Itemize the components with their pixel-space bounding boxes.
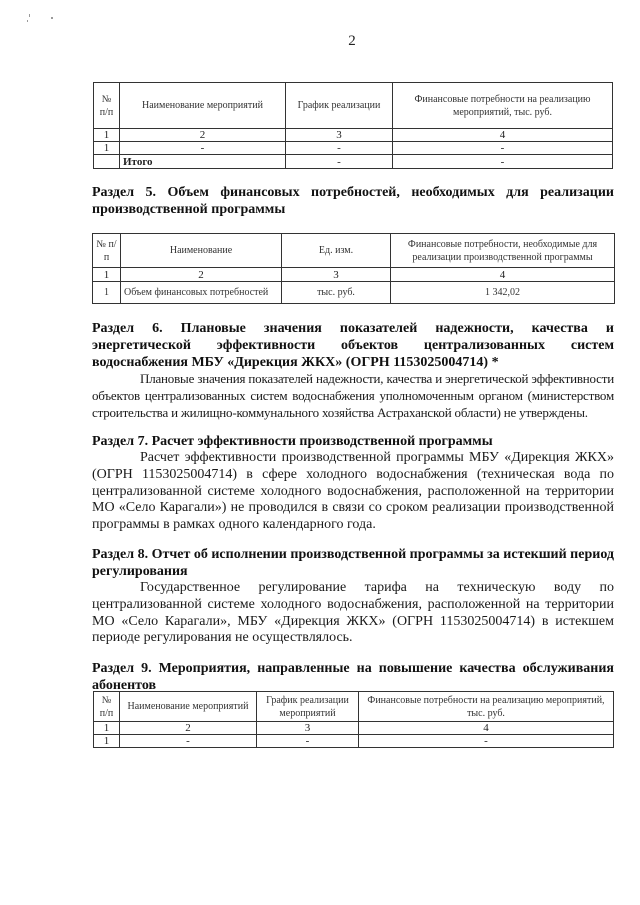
table-cell: - bbox=[286, 142, 393, 155]
section-7-body: Расчет эффективности производственной программы МБУ «Дирекция ЖКХ» (ОГРН 1153025004714) в сфере холодного водоснабжения (техническая вода по централизованной системе холодного водоснабжения, расположенной на территории МО «Село Карагали») не проводился в связи со сроком реализации производственной программы в рамках одного календарного года. bbox=[92, 450, 614, 533]
column-number-cell: 3 bbox=[286, 129, 393, 142]
scan-speck bbox=[51, 17, 53, 19]
activities-table bbox=[93, 82, 613, 169]
header-cell-financial-needs: Финансовые потребности на реализацию мероприятий, тыс. руб. bbox=[359, 692, 614, 722]
table-cell: - bbox=[120, 142, 286, 155]
section-6-heading: Раздел 6. Плановые значения показателей надежности, качества и энергетической эффективности объектов централизованных систем водоснабжения МБУ «Дирекция ЖКХ» (ОГРН 1153025004714) * bbox=[92, 321, 614, 370]
table-header-row bbox=[94, 692, 614, 722]
table-header-row bbox=[93, 234, 615, 268]
table-numbering-row bbox=[94, 129, 613, 142]
header-cell-name: Наименование мероприятий bbox=[120, 83, 286, 129]
table-numbering-row bbox=[93, 268, 615, 282]
financial-needs-table bbox=[92, 233, 615, 304]
table-row bbox=[94, 735, 614, 748]
table-cell: - bbox=[120, 735, 257, 748]
table-cell: - bbox=[393, 142, 613, 155]
table-numbering-row bbox=[94, 722, 614, 735]
header-cell-number: № п/п bbox=[94, 692, 120, 722]
table-cell: тыс. руб. bbox=[282, 282, 391, 304]
table-cell: - bbox=[359, 735, 614, 748]
section-9-heading: Раздел 9. Мероприятия, направленные на повышение качества обслуживания абонентов bbox=[92, 661, 614, 693]
page-number: 2 bbox=[348, 33, 356, 49]
total-label: Итого bbox=[120, 155, 286, 169]
column-number-cell: 3 bbox=[282, 268, 391, 282]
section-8-heading: Раздел 8. Отчет об исполнении производственной программы за истекший период регулирования bbox=[92, 547, 614, 579]
column-number-cell: 2 bbox=[120, 722, 257, 735]
table-header-row bbox=[94, 83, 613, 129]
column-number-cell: 4 bbox=[391, 268, 615, 282]
column-number-cell: 4 bbox=[393, 129, 613, 142]
column-number-cell: 1 bbox=[94, 722, 120, 735]
table-cell: 1 bbox=[94, 735, 120, 748]
header-cell-number: № п/п bbox=[94, 83, 120, 129]
table-cell: Объем финансовых потребностей bbox=[121, 282, 282, 304]
header-cell-unit: Ед. изм. bbox=[282, 234, 391, 268]
table-total-row bbox=[94, 155, 613, 169]
table-cell: - bbox=[393, 155, 613, 169]
table-cell: - bbox=[257, 735, 359, 748]
column-number-cell: 3 bbox=[257, 722, 359, 735]
table-row bbox=[94, 142, 613, 155]
section-5-heading: Раздел 5. Объем финансовых потребностей, необходимых для реализации производственной программы bbox=[92, 185, 614, 217]
column-number-cell: 1 bbox=[94, 129, 120, 142]
header-cell-name: Наименование мероприятий bbox=[120, 692, 257, 722]
scan-speck bbox=[29, 14, 30, 17]
table-cell: 1 bbox=[94, 142, 120, 155]
header-cell-schedule: График реализации bbox=[286, 83, 393, 129]
header-cell-financial-needs: Финансовые потребности на реализацию мероприятий, тыс. руб. bbox=[393, 83, 613, 129]
section-8-body: Государственное регулирование тарифа на техническую воду по централизованной системе холодного водоснабжения, расположенной на территории МО «Село Карагали», МБУ «Дирекция ЖКХ» (ОГРН 1153025004714) в истекшем периоде регулирования не осуществлялось. bbox=[92, 580, 614, 646]
section-7-heading: Раздел 7. Расчет эффективности производственной программы bbox=[92, 434, 493, 449]
section-6-body: Плановые значения показателей надежности, качества и энергетической эффективности объектов централизованных систем водоснабжения уполномоченным органом (министерством строительства и жилищно-коммунального хозяйства Астраханской области) не утверждены. bbox=[92, 371, 614, 420]
header-cell-name: Наименование bbox=[121, 234, 282, 268]
table-cell bbox=[94, 155, 120, 169]
column-number-cell: 2 bbox=[120, 129, 286, 142]
table-cell: 1 bbox=[93, 282, 121, 304]
total-amount-cell: 1 342,02 bbox=[391, 282, 615, 304]
column-number-cell: 1 bbox=[93, 268, 121, 282]
table-cell: - bbox=[286, 155, 393, 169]
header-cell-financial-needs: Финансовые потребности, необходимые для реализации производственной программы bbox=[391, 234, 615, 268]
scan-speck bbox=[27, 20, 28, 22]
table-row bbox=[93, 282, 615, 304]
column-number-cell: 4 bbox=[359, 722, 614, 735]
column-number-cell: 2 bbox=[121, 268, 282, 282]
header-cell-number: № п/п bbox=[93, 234, 121, 268]
service-quality-table bbox=[93, 691, 614, 748]
header-cell-schedule: График реализации мероприятий bbox=[257, 692, 359, 722]
